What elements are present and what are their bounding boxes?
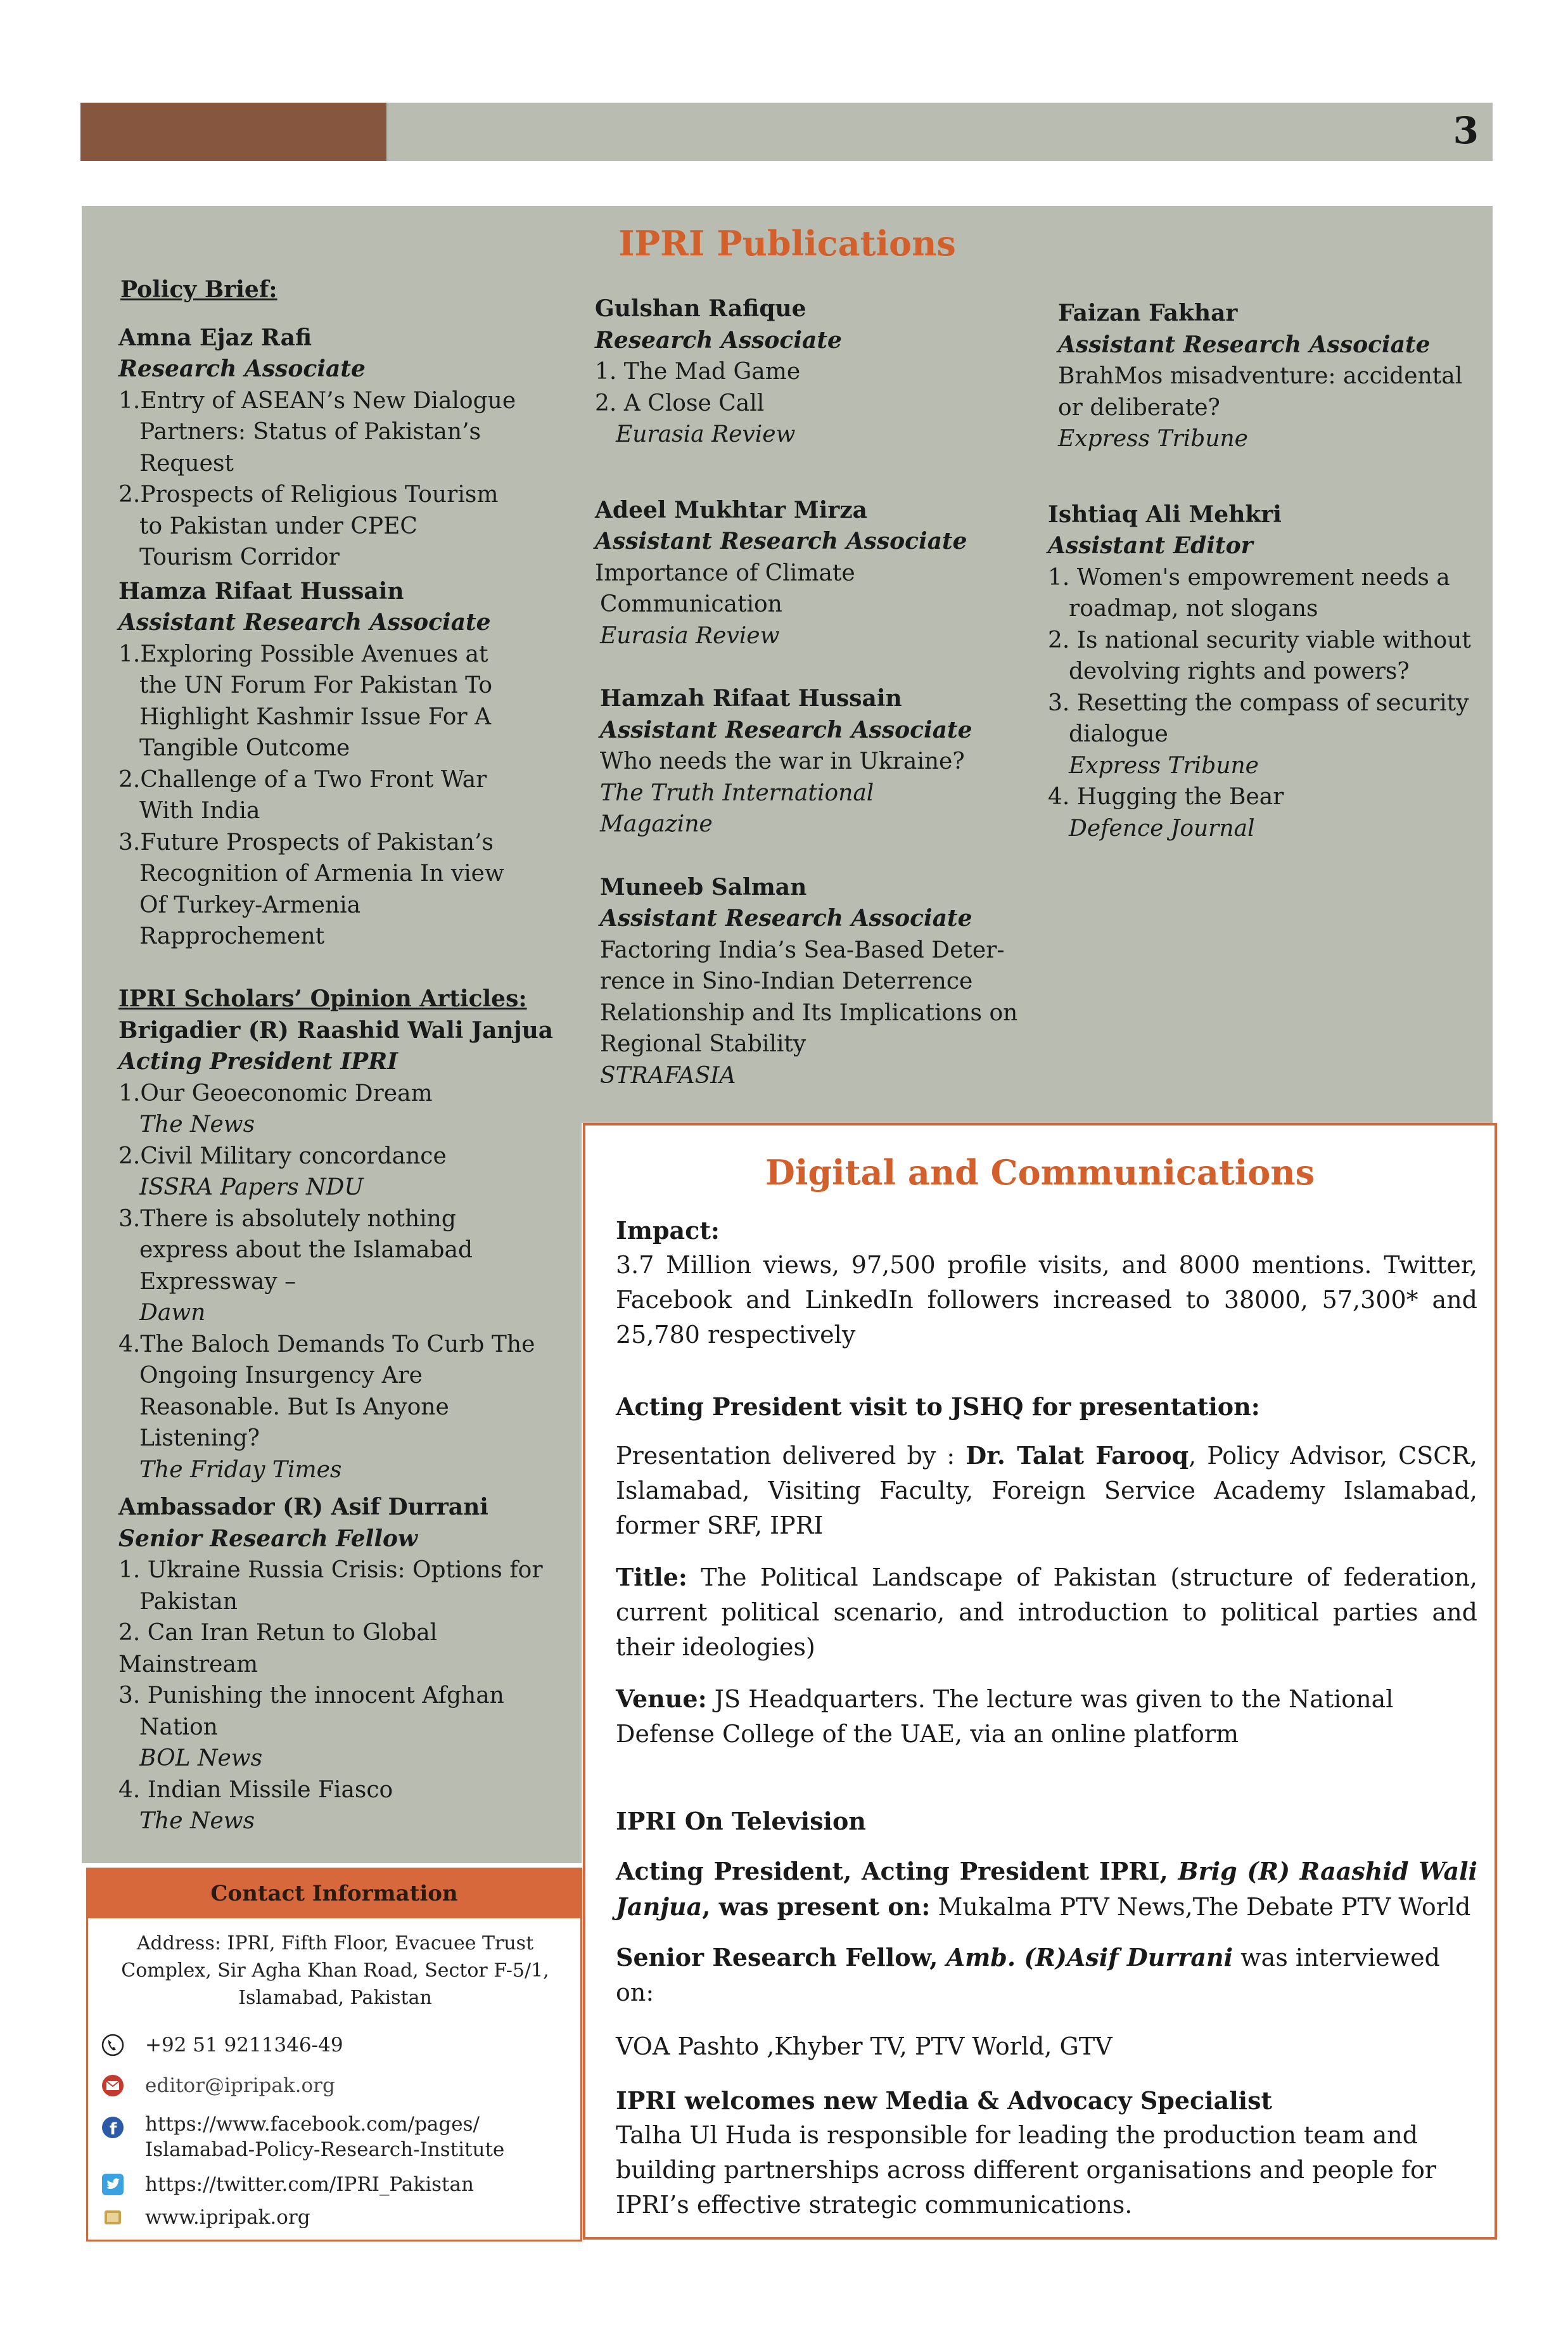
publication-source: Express Tribune — [1058, 426, 1248, 452]
tv-heading: IPRI On Television — [616, 1807, 866, 1835]
publication-source: Eurasia Review — [600, 622, 780, 649]
author-name: Adeel Mukhtar Mirza — [595, 496, 867, 523]
tv-item-2: Senior Research Fellow, Amb. (R)Asif Durrani was interviewed on: — [616, 1943, 1440, 2006]
publication-item-cont: or deliberate? — [1058, 394, 1220, 421]
publication-item: 2. A Close Call — [595, 390, 765, 416]
author-role: Research Associate — [118, 356, 366, 382]
page-number: 3 — [1453, 109, 1479, 152]
author-role: Assistant Editor — [1048, 532, 1253, 559]
contact-email[interactable]: editor@ipripak.org — [101, 2074, 335, 2098]
contact-facebook[interactable]: f https://www.facebook.com/pages/ Islamabad-Policy-Research-Institute — [101, 2112, 504, 2162]
twitter-icon — [101, 2172, 125, 2197]
publication-item: 1.Entry of ASEAN’s New Dialogue Partners: Status of Pakistan’s Request — [118, 387, 516, 477]
title-text: Title: The Political Landscape of Pakistan (structure of federation, current political scenario, and introduction to political parties and their ideologies) — [616, 1563, 1477, 1661]
publication-item: Factoring India’s Sea-Based Deter- rence in Sino-Indian Deterrence Relationship and Its Implications on Regional Stability — [600, 937, 1018, 1057]
web-icon — [101, 2205, 125, 2229]
author-role: Assistant Research Associate — [600, 905, 972, 932]
author-name: Brigadier (R) Raashid Wali Janjua — [118, 1017, 554, 1044]
publication-item: 2.Challenge of a Two Front War With India — [118, 766, 487, 824]
publication-item: 3.Future Prospects of Pakistan’s Recognition of Armenia In view Of Turkey-Armenia Rapprochement — [118, 829, 504, 949]
phone-icon — [101, 2033, 125, 2057]
welcome-text: Talha Ul Huda is responsible for leading the production team and building partnerships across different organisations and people for IPRI’s effective strategic communications. — [616, 2121, 1437, 2219]
presentation-text: Presentation delivered by : Dr. Talat Farooq, Policy Advisor, CSCR, Islamabad, Visiting Faculty, Foreign Service Academy Islamabad, former SRF, IPRI — [616, 1441, 1477, 1539]
author-name: Amna Ejaz Rafi — [118, 324, 312, 351]
publication-item: BrahMos misadventure: accidental — [1058, 363, 1463, 389]
publications-column-1 — [118, 274, 575, 1837]
visit-heading: Acting President visit to JSHQ for presentation: — [616, 1392, 1260, 1421]
publication-source: Eurasia Review — [616, 421, 796, 447]
publication-item: 3. Punishing the innocent Afghan Nation BOL News — [118, 1683, 504, 1771]
tv-channels: VOA Pashto ,Khyber TV, PTV World, GTV — [616, 2032, 1112, 2060]
publication-item: 4.The Baloch Demands To Curb The Ongoing Insurgency Are Reasonable. But Is Anyone Listening? The Friday Times — [118, 1331, 535, 1483]
author-name: Hamza Rifaat Hussain — [118, 577, 404, 605]
facebook-icon — [101, 2115, 125, 2139]
author-name: Hamzah Rifaat Hussain — [600, 685, 902, 712]
header-accent-bar — [80, 103, 386, 161]
venue-text: Venue: JS Headquarters. The lecture was given to the National Defense College of the UAE, via an online platform — [616, 1684, 1394, 1748]
publication-item: Who needs the war in Ukraine? — [600, 748, 965, 774]
impact-heading: Impact: — [616, 1216, 720, 1245]
publication-item: 3. Resetting the compass of security dialogue Express Tribune — [1048, 689, 1469, 779]
tv-item-1: Acting President, Acting President IPRI, Brig (R) Raashid Wali Janjua, was present on: Mukalma PTV News,The Debate PTV World — [616, 1857, 1477, 1921]
publication-item: 2. Can Iran Retun to Global Mainstream — [118, 1620, 438, 1677]
author-role: Senior Research Fellow — [118, 1525, 418, 1552]
publication-item: 1. The Mad Game — [595, 359, 801, 385]
contact-address: Address: IPRI, Fifth Floor, Evacuee Trust Complex, Sir Agha Khan Road, Sector F-5/1, Islamabad, Pakistan — [121, 1932, 549, 2009]
publications-column-2 — [595, 293, 1026, 1091]
publication-item: 4. Indian Missile Fiasco The News — [118, 1776, 393, 1834]
impact-text: 3.7 Million views, 97,500 profile visits, and 8000 mentions. Twitter, Facebook and LinkedIn followers increased to 38000, 57,300* and 25,780 respectively — [616, 1251, 1477, 1349]
publication-item: 1. Women's empowrement needs a roadmap, not slogans — [1048, 564, 1450, 622]
author-role: Research Associate — [595, 326, 842, 354]
policy-brief-heading: Policy Brief: — [120, 276, 277, 303]
publication-item: 4. Hugging the Bear Defence Journal — [1048, 784, 1284, 842]
publications-title: IPRI Publications — [618, 223, 956, 264]
publication-item: 2.Civil Military concordance ISSRA Papers NDU — [118, 1143, 447, 1200]
publication-item: 3.There is absolutely nothing express about the Islamabad Expressway – Dawn — [118, 1205, 473, 1326]
publication-item-cont: Communication — [600, 591, 782, 617]
author-role: Acting President IPRI — [118, 1048, 398, 1075]
publication-source: The Truth International — [600, 779, 874, 806]
contact-box — [86, 1868, 582, 2242]
publication-source: STRAFASIA — [600, 1062, 736, 1089]
author-role: Assistant Research Associate — [1058, 331, 1431, 358]
opinion-articles-heading: IPRI Scholars’ Opinion Articles: — [118, 985, 527, 1012]
author-name: Gulshan Rafique — [595, 295, 806, 322]
publication-item: 2.Prospects of Religious Tourism to Pakistan under CPEC Tourism Corridor — [118, 482, 499, 570]
publication-item: 1. Ukraine Russia Crisis: Options for Pakistan — [118, 1557, 543, 1615]
welcome-heading: IPRI welcomes new Media & Advocacy Specialist — [616, 2086, 1273, 2115]
publication-source: Magazine — [600, 811, 713, 837]
author-role: Assistant Research Associate — [118, 609, 491, 636]
svg-text:f: f — [110, 2120, 117, 2139]
publication-item: 2. Is national security viable without devolving rights and powers? — [1048, 627, 1471, 684]
email-icon — [101, 2074, 125, 2098]
author-role: Assistant Research Associate — [595, 528, 967, 555]
header-bar — [386, 103, 1493, 161]
contact-phone: +92 51 9211346-49 — [101, 2033, 343, 2057]
digital-title: Digital and Communications — [765, 1152, 1315, 1193]
publication-item: 1.Exploring Possible Avenues at the UN Forum For Pakistan To Highlight Kashmir Issue For A Tangible Outcome — [118, 641, 492, 761]
author-name: Muneeb Salman — [600, 873, 807, 901]
author-role: Assistant Research Associate — [600, 716, 972, 743]
contact-heading: Contact Information — [88, 1870, 580, 1918]
publications-column-3 — [1048, 298, 1479, 844]
contact-website[interactable]: www.ipripak.org — [101, 2205, 310, 2229]
author-name: Ishtiaq Ali Mehkri — [1048, 501, 1282, 528]
contact-twitter[interactable]: https://twitter.com/IPRI_Pakistan — [101, 2172, 474, 2197]
publication-item: 1.Our Geoeconomic Dream The News — [118, 1080, 433, 1138]
author-name: Ambassador (R) Asif Durrani — [118, 1494, 488, 1520]
digital-body — [616, 1213, 1477, 2222]
author-name: Faizan Fakhar — [1058, 300, 1238, 326]
publication-item: Importance of Climate — [595, 560, 855, 586]
digital-communications-box — [583, 1123, 1497, 2240]
